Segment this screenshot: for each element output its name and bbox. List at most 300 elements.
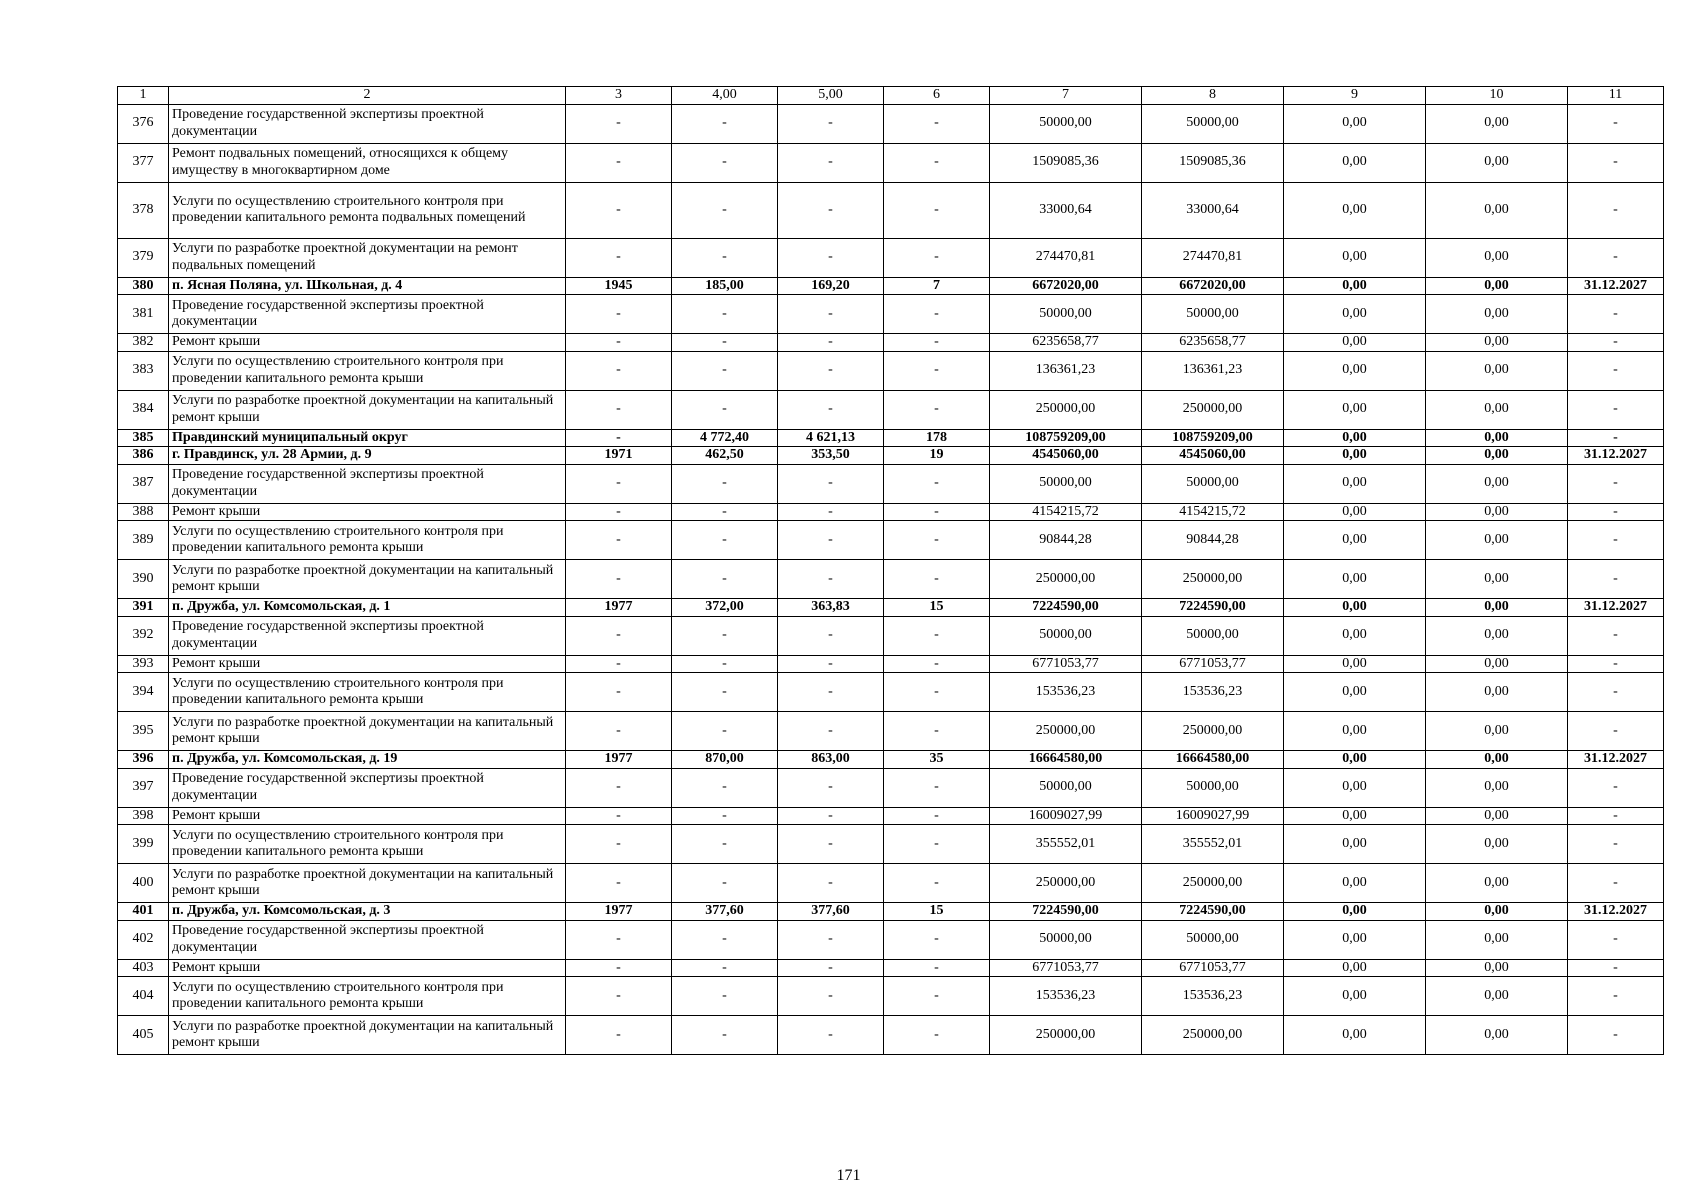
total-cost-cell: 50000,00	[990, 920, 1142, 959]
residents-cell: 15	[884, 903, 990, 921]
completion-date-cell: -	[1568, 825, 1664, 864]
budget-cost-cell: 0,00	[1284, 182, 1426, 238]
table-row	[118, 768, 1664, 807]
living-area-cell: -	[778, 503, 884, 521]
work-description-cell: Услуги по осуществлению строительного контроля при проведении капитального ремонта крыши	[169, 825, 566, 864]
other-cost-cell: 0,00	[1426, 334, 1568, 352]
build-year-cell: -	[566, 295, 672, 334]
total-cost-cell: 50000,00	[990, 768, 1142, 807]
residents-cell: -	[884, 864, 990, 903]
residents-cell: -	[884, 920, 990, 959]
work-description-cell: Ремонт крыши	[169, 807, 566, 825]
total-cost-cell: 136361,23	[990, 351, 1142, 390]
living-area-cell: -	[778, 351, 884, 390]
residents-cell: 19	[884, 447, 990, 465]
completion-date-cell: -	[1568, 1016, 1664, 1055]
build-year-cell: -	[566, 1016, 672, 1055]
total-cost-cell: 355552,01	[990, 825, 1142, 864]
total-cost-cell: 4545060,00	[990, 447, 1142, 465]
total-cost-cell: 50000,00	[990, 616, 1142, 655]
living-area-cell: -	[778, 1016, 884, 1055]
work-description-cell: г. Правдинск, ул. 28 Армии, д. 9	[169, 447, 566, 465]
living-area-cell: -	[778, 560, 884, 599]
table-row	[118, 429, 1664, 447]
residents-cell: -	[884, 959, 990, 977]
build-year-cell: -	[566, 673, 672, 712]
work-description-cell: Ремонт крыши	[169, 503, 566, 521]
living-area-cell: -	[778, 521, 884, 560]
fund-cost-cell: 7224590,00	[1142, 903, 1284, 921]
other-cost-cell: 0,00	[1426, 104, 1568, 143]
table-row	[118, 655, 1664, 673]
residents-cell: 15	[884, 599, 990, 617]
living-area-cell: -	[778, 616, 884, 655]
total-area-cell: -	[672, 959, 778, 977]
total-cost-cell: 16664580,00	[990, 751, 1142, 769]
build-year-cell: -	[566, 143, 672, 182]
residents-cell: -	[884, 390, 990, 429]
table-row	[118, 864, 1664, 903]
total-area-cell: 372,00	[672, 599, 778, 617]
fund-cost-cell: 4154215,72	[1142, 503, 1284, 521]
row-number-cell: 401	[118, 903, 169, 921]
budget-cost-cell: 0,00	[1284, 673, 1426, 712]
column-number: 5,00	[778, 87, 884, 105]
table-row	[118, 560, 1664, 599]
total-area-cell: -	[672, 521, 778, 560]
build-year-cell: 1977	[566, 751, 672, 769]
total-cost-cell: 6235658,77	[990, 334, 1142, 352]
other-cost-cell: 0,00	[1426, 768, 1568, 807]
budget-cost-cell: 0,00	[1284, 104, 1426, 143]
completion-date-cell: -	[1568, 655, 1664, 673]
build-year-cell: -	[566, 864, 672, 903]
table-row	[118, 807, 1664, 825]
total-area-cell: -	[672, 807, 778, 825]
total-area-cell: -	[672, 712, 778, 751]
work-description-cell: Услуги по осуществлению строительного контроля при проведении капитального ремонта крыши	[169, 351, 566, 390]
living-area-cell: 169,20	[778, 277, 884, 295]
total-area-cell: 185,00	[672, 277, 778, 295]
work-description-cell: Ремонт крыши	[169, 655, 566, 673]
total-cost-cell: 250000,00	[990, 712, 1142, 751]
other-cost-cell: 0,00	[1426, 351, 1568, 390]
residents-cell: -	[884, 1016, 990, 1055]
row-number-cell: 384	[118, 390, 169, 429]
table-row	[118, 182, 1664, 238]
budget-cost-cell: 0,00	[1284, 238, 1426, 277]
total-cost-cell: 33000,64	[990, 182, 1142, 238]
fund-cost-cell: 274470,81	[1142, 238, 1284, 277]
total-cost-cell: 90844,28	[990, 521, 1142, 560]
total-area-cell: -	[672, 390, 778, 429]
fund-cost-cell: 250000,00	[1142, 1016, 1284, 1055]
completion-date-cell: -	[1568, 351, 1664, 390]
work-description-cell: Проведение государственной экспертизы проектной документации	[169, 104, 566, 143]
fund-cost-cell: 6235658,77	[1142, 334, 1284, 352]
fund-cost-cell: 6771053,77	[1142, 959, 1284, 977]
other-cost-cell: 0,00	[1426, 238, 1568, 277]
residents-cell: 178	[884, 429, 990, 447]
completion-date-cell: -	[1568, 334, 1664, 352]
total-cost-cell: 250000,00	[990, 864, 1142, 903]
table-row	[118, 447, 1664, 465]
row-number-cell: 385	[118, 429, 169, 447]
build-year-cell: 1977	[566, 599, 672, 617]
total-cost-cell: 274470,81	[990, 238, 1142, 277]
budget-cost-cell: 0,00	[1284, 599, 1426, 617]
work-description-cell: Услуги по разработке проектной документации на капитальный ремонт крыши	[169, 390, 566, 429]
row-number-cell: 378	[118, 182, 169, 238]
residents-cell: -	[884, 238, 990, 277]
residents-cell: -	[884, 712, 990, 751]
budget-cost-cell: 0,00	[1284, 616, 1426, 655]
table-row	[118, 673, 1664, 712]
build-year-cell: -	[566, 807, 672, 825]
table-row	[118, 599, 1664, 617]
completion-date-cell: -	[1568, 464, 1664, 503]
residents-cell: -	[884, 768, 990, 807]
row-number-cell: 390	[118, 560, 169, 599]
column-number: 6	[884, 87, 990, 105]
build-year-cell: 1945	[566, 277, 672, 295]
residents-cell: -	[884, 977, 990, 1016]
total-area-cell: -	[672, 464, 778, 503]
completion-date-cell: -	[1568, 295, 1664, 334]
total-cost-cell: 153536,23	[990, 977, 1142, 1016]
completion-date-cell: 31.12.2027	[1568, 447, 1664, 465]
residents-cell: 35	[884, 751, 990, 769]
column-number: 3	[566, 87, 672, 105]
budget-cost-cell: 0,00	[1284, 351, 1426, 390]
budget-cost-cell: 0,00	[1284, 429, 1426, 447]
other-cost-cell: 0,00	[1426, 447, 1568, 465]
row-number-cell: 395	[118, 712, 169, 751]
work-description-cell: Проведение государственной экспертизы проектной документации	[169, 768, 566, 807]
living-area-cell: -	[778, 182, 884, 238]
fund-cost-cell: 50000,00	[1142, 464, 1284, 503]
row-number-cell: 383	[118, 351, 169, 390]
row-number-cell: 405	[118, 1016, 169, 1055]
fund-cost-cell: 250000,00	[1142, 864, 1284, 903]
total-cost-cell: 1509085,36	[990, 143, 1142, 182]
row-number-cell: 387	[118, 464, 169, 503]
build-year-cell: -	[566, 390, 672, 429]
row-number-cell: 393	[118, 655, 169, 673]
total-area-cell: -	[672, 104, 778, 143]
work-description-cell: Правдинский муниципальный округ	[169, 429, 566, 447]
fund-cost-cell: 153536,23	[1142, 673, 1284, 712]
row-number-cell: 376	[118, 104, 169, 143]
table-row	[118, 920, 1664, 959]
completion-date-cell: 31.12.2027	[1568, 277, 1664, 295]
total-area-cell: -	[672, 920, 778, 959]
total-area-cell: -	[672, 1016, 778, 1055]
budget-cost-cell: 0,00	[1284, 807, 1426, 825]
column-number: 2	[169, 87, 566, 105]
completion-date-cell: -	[1568, 712, 1664, 751]
completion-date-cell: 31.12.2027	[1568, 903, 1664, 921]
row-number-cell: 400	[118, 864, 169, 903]
residents-cell: -	[884, 334, 990, 352]
fund-cost-cell: 50000,00	[1142, 920, 1284, 959]
total-cost-cell: 6771053,77	[990, 655, 1142, 673]
column-number: 1	[118, 87, 169, 105]
fund-cost-cell: 136361,23	[1142, 351, 1284, 390]
total-area-cell: -	[672, 182, 778, 238]
other-cost-cell: 0,00	[1426, 560, 1568, 599]
total-area-cell: -	[672, 655, 778, 673]
budget-cost-cell: 0,00	[1284, 464, 1426, 503]
residents-cell: -	[884, 104, 990, 143]
fund-cost-cell: 16664580,00	[1142, 751, 1284, 769]
other-cost-cell: 0,00	[1426, 182, 1568, 238]
residents-cell: -	[884, 464, 990, 503]
row-number-cell: 382	[118, 334, 169, 352]
living-area-cell: -	[778, 807, 884, 825]
other-cost-cell: 0,00	[1426, 920, 1568, 959]
page-number: 171	[836, 1167, 861, 1184]
build-year-cell: -	[566, 238, 672, 277]
other-cost-cell: 0,00	[1426, 616, 1568, 655]
other-cost-cell: 0,00	[1426, 807, 1568, 825]
budget-cost-cell: 0,00	[1284, 334, 1426, 352]
row-number-cell: 379	[118, 238, 169, 277]
living-area-cell: -	[778, 295, 884, 334]
table-row	[118, 616, 1664, 655]
table-row	[118, 959, 1664, 977]
completion-date-cell: -	[1568, 959, 1664, 977]
build-year-cell: -	[566, 959, 672, 977]
residents-cell: -	[884, 521, 990, 560]
fund-cost-cell: 6771053,77	[1142, 655, 1284, 673]
residents-cell: -	[884, 560, 990, 599]
other-cost-cell: 0,00	[1426, 825, 1568, 864]
work-description-cell: Ремонт подвальных помещений, относящихся к общему имуществу в многоквартирном доме	[169, 143, 566, 182]
living-area-cell: 377,60	[778, 903, 884, 921]
residents-cell: -	[884, 825, 990, 864]
residents-cell: -	[884, 807, 990, 825]
budget-cost-cell: 0,00	[1284, 655, 1426, 673]
fund-cost-cell: 50000,00	[1142, 616, 1284, 655]
fund-cost-cell: 250000,00	[1142, 390, 1284, 429]
total-cost-cell: 50000,00	[990, 104, 1142, 143]
table-row	[118, 503, 1664, 521]
budget-cost-cell: 0,00	[1284, 864, 1426, 903]
table-row	[118, 464, 1664, 503]
total-area-cell: -	[672, 503, 778, 521]
fund-cost-cell: 1509085,36	[1142, 143, 1284, 182]
work-description-cell: Проведение государственной экспертизы проектной документации	[169, 464, 566, 503]
total-area-cell: 870,00	[672, 751, 778, 769]
budget-cost-cell: 0,00	[1284, 712, 1426, 751]
total-area-cell: -	[672, 673, 778, 712]
row-number-cell: 386	[118, 447, 169, 465]
total-area-cell: -	[672, 351, 778, 390]
column-number: 7	[990, 87, 1142, 105]
other-cost-cell: 0,00	[1426, 521, 1568, 560]
budget-cost-cell: 0,00	[1284, 560, 1426, 599]
total-cost-cell: 108759209,00	[990, 429, 1142, 447]
total-cost-cell: 6672020,00	[990, 277, 1142, 295]
other-cost-cell: 0,00	[1426, 977, 1568, 1016]
column-number: 8	[1142, 87, 1284, 105]
row-number-cell: 391	[118, 599, 169, 617]
total-area-cell: -	[672, 238, 778, 277]
table-row	[118, 712, 1664, 751]
build-year-cell: -	[566, 768, 672, 807]
residents-cell: -	[884, 143, 990, 182]
work-description-cell: Услуги по осуществлению строительного контроля при проведении капитального ремонта крыши	[169, 673, 566, 712]
row-number-cell: 392	[118, 616, 169, 655]
total-area-cell: -	[672, 295, 778, 334]
row-number-cell: 398	[118, 807, 169, 825]
budget-cost-cell: 0,00	[1284, 503, 1426, 521]
completion-date-cell: -	[1568, 807, 1664, 825]
row-number-cell: 377	[118, 143, 169, 182]
living-area-cell: -	[778, 104, 884, 143]
completion-date-cell: 31.12.2027	[1568, 751, 1664, 769]
build-year-cell: -	[566, 655, 672, 673]
work-description-cell: п. Дружба, ул. Комсомольская, д. 3	[169, 903, 566, 921]
build-year-cell: -	[566, 182, 672, 238]
total-cost-cell: 153536,23	[990, 673, 1142, 712]
work-description-cell: Ремонт крыши	[169, 959, 566, 977]
other-cost-cell: 0,00	[1426, 143, 1568, 182]
living-area-cell: -	[778, 977, 884, 1016]
total-area-cell: -	[672, 560, 778, 599]
completion-date-cell: -	[1568, 238, 1664, 277]
living-area-cell: -	[778, 390, 884, 429]
completion-date-cell: -	[1568, 560, 1664, 599]
living-area-cell: -	[778, 673, 884, 712]
row-number-cell: 402	[118, 920, 169, 959]
work-description-cell: Услуги по осуществлению строительного контроля при проведении капитального ремонта подвальных помещений	[169, 182, 566, 238]
total-area-cell: -	[672, 143, 778, 182]
other-cost-cell: 0,00	[1426, 503, 1568, 521]
fund-cost-cell: 7224590,00	[1142, 599, 1284, 617]
completion-date-cell: -	[1568, 143, 1664, 182]
residents-cell: -	[884, 503, 990, 521]
fund-cost-cell: 355552,01	[1142, 825, 1284, 864]
work-description-cell: Услуги по разработке проектной документации на капитальный ремонт крыши	[169, 560, 566, 599]
build-year-cell: -	[566, 334, 672, 352]
living-area-cell: -	[778, 143, 884, 182]
table-row	[118, 1016, 1664, 1055]
total-area-cell: -	[672, 768, 778, 807]
other-cost-cell: 0,00	[1426, 390, 1568, 429]
other-cost-cell: 0,00	[1426, 429, 1568, 447]
total-cost-cell: 6771053,77	[990, 959, 1142, 977]
total-area-cell: -	[672, 616, 778, 655]
budget-cost-cell: 0,00	[1284, 1016, 1426, 1055]
work-description-cell: п. Дружба, ул. Комсомольская, д. 1	[169, 599, 566, 617]
row-number-cell: 381	[118, 295, 169, 334]
work-description-cell: Услуги по разработке проектной документации на капитальный ремонт крыши	[169, 712, 566, 751]
total-cost-cell: 7224590,00	[990, 599, 1142, 617]
total-area-cell: 462,50	[672, 447, 778, 465]
column-number: 9	[1284, 87, 1426, 105]
other-cost-cell: 0,00	[1426, 295, 1568, 334]
row-number-cell: 380	[118, 277, 169, 295]
total-cost-cell: 16009027,99	[990, 807, 1142, 825]
budget-cost-cell: 0,00	[1284, 390, 1426, 429]
work-description-cell: п. Ясная Поляна, ул. Школьная, д. 4	[169, 277, 566, 295]
completion-date-cell: -	[1568, 977, 1664, 1016]
row-number-cell: 389	[118, 521, 169, 560]
column-number: 10	[1426, 87, 1568, 105]
column-number-row	[118, 87, 1664, 105]
row-number-cell: 396	[118, 751, 169, 769]
fund-cost-cell: 33000,64	[1142, 182, 1284, 238]
other-cost-cell: 0,00	[1426, 864, 1568, 903]
works-table	[117, 86, 1664, 1055]
residents-cell: 7	[884, 277, 990, 295]
total-cost-cell: 4154215,72	[990, 503, 1142, 521]
completion-date-cell: -	[1568, 521, 1664, 560]
total-area-cell: 377,60	[672, 903, 778, 921]
living-area-cell: -	[778, 238, 884, 277]
other-cost-cell: 0,00	[1426, 751, 1568, 769]
work-description-cell: Ремонт крыши	[169, 334, 566, 352]
total-cost-cell: 7224590,00	[990, 903, 1142, 921]
table-row	[118, 977, 1664, 1016]
work-description-cell: Услуги по разработке проектной документации на капитальный ремонт крыши	[169, 864, 566, 903]
total-cost-cell: 250000,00	[990, 560, 1142, 599]
total-area-cell: 4 772,40	[672, 429, 778, 447]
column-number: 11	[1568, 87, 1664, 105]
budget-cost-cell: 0,00	[1284, 751, 1426, 769]
build-year-cell: -	[566, 351, 672, 390]
table-row	[118, 825, 1664, 864]
build-year-cell: -	[566, 503, 672, 521]
budget-cost-cell: 0,00	[1284, 143, 1426, 182]
living-area-cell: 353,50	[778, 447, 884, 465]
build-year-cell: 1977	[566, 903, 672, 921]
budget-cost-cell: 0,00	[1284, 977, 1426, 1016]
completion-date-cell: -	[1568, 104, 1664, 143]
completion-date-cell: -	[1568, 182, 1664, 238]
total-area-cell: -	[672, 825, 778, 864]
completion-date-cell: -	[1568, 390, 1664, 429]
living-area-cell: 363,83	[778, 599, 884, 617]
table-row	[118, 351, 1664, 390]
row-number-cell: 404	[118, 977, 169, 1016]
living-area-cell: 4 621,13	[778, 429, 884, 447]
budget-cost-cell: 0,00	[1284, 277, 1426, 295]
budget-cost-cell: 0,00	[1284, 768, 1426, 807]
other-cost-cell: 0,00	[1426, 277, 1568, 295]
other-cost-cell: 0,00	[1426, 655, 1568, 673]
living-area-cell: -	[778, 464, 884, 503]
build-year-cell: -	[566, 104, 672, 143]
completion-date-cell: -	[1568, 503, 1664, 521]
completion-date-cell: 31.12.2027	[1568, 599, 1664, 617]
build-year-cell: -	[566, 616, 672, 655]
row-number-cell: 403	[118, 959, 169, 977]
table-row	[118, 751, 1664, 769]
budget-cost-cell: 0,00	[1284, 920, 1426, 959]
living-area-cell: -	[778, 655, 884, 673]
residents-cell: -	[884, 673, 990, 712]
budget-cost-cell: 0,00	[1284, 959, 1426, 977]
build-year-cell: -	[566, 825, 672, 864]
residents-cell: -	[884, 295, 990, 334]
build-year-cell: 1971	[566, 447, 672, 465]
living-area-cell: -	[778, 825, 884, 864]
build-year-cell: -	[566, 977, 672, 1016]
other-cost-cell: 0,00	[1426, 1016, 1568, 1055]
